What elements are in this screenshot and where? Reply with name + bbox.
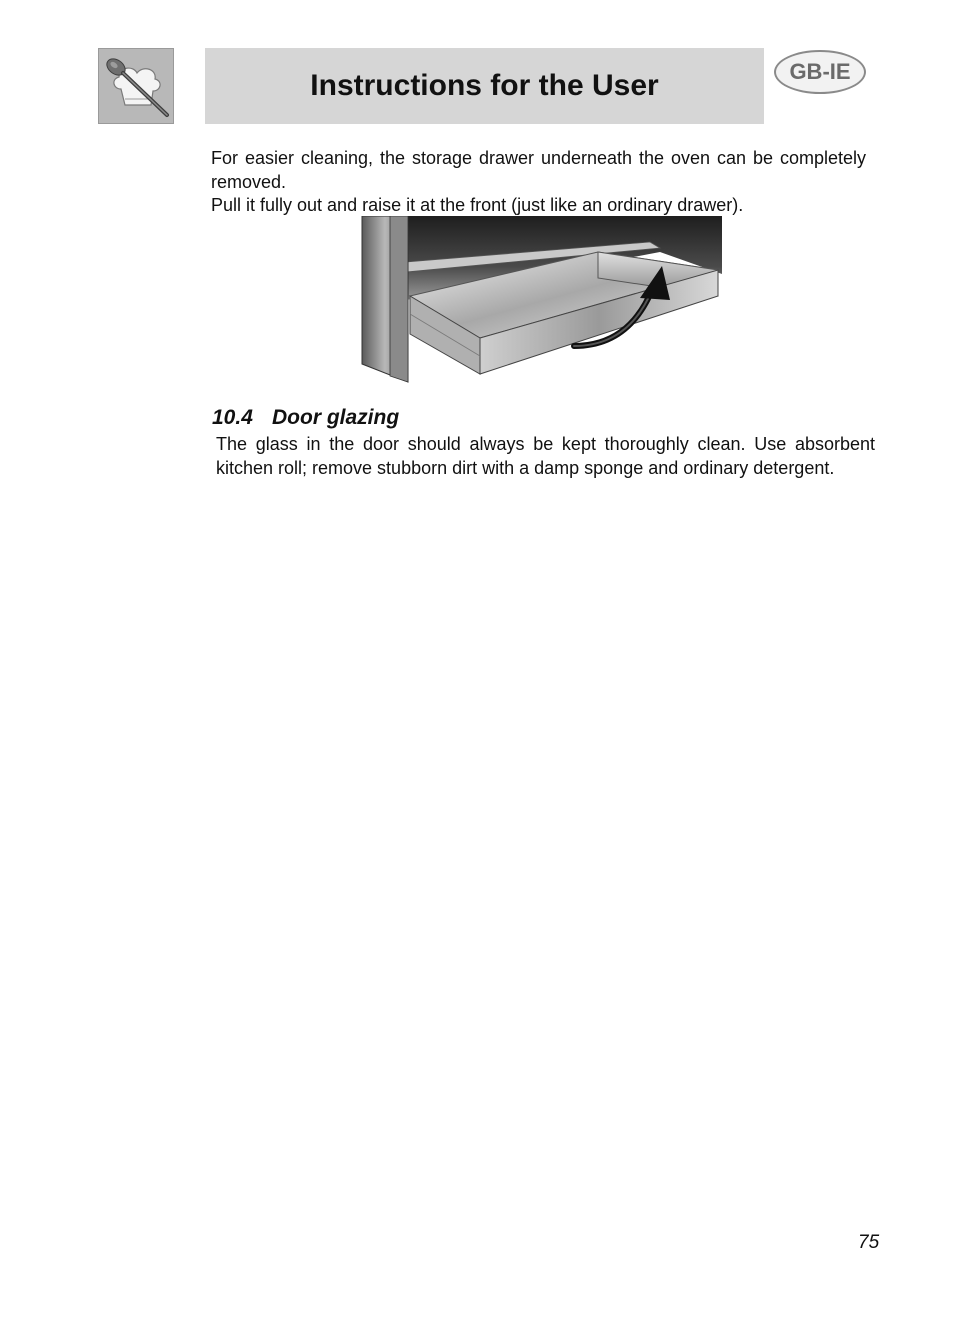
section-number: 10.4 xyxy=(212,406,253,429)
spoon-and-chef-hat-icon xyxy=(99,49,173,123)
intro-paragraph: For easier cleaning, the storage drawer underneath the oven can be completely removed. xyxy=(211,148,866,192)
drawer-illustration xyxy=(360,216,722,384)
section-body: The glass in the door should always be kept thoroughly clean. Use absorbent kitchen roll; remove stubborn dirt with a damp sponge and ordinary detergent. xyxy=(216,434,875,478)
region-badge: GB-IE xyxy=(774,50,866,94)
drawer-removal-illustration xyxy=(360,216,722,384)
header-title-bar xyxy=(205,48,764,124)
page-number: 75 xyxy=(858,1232,880,1253)
instruction-paragraph: Pull it fully out and raise it at the front (just like an ordinary drawer). xyxy=(211,195,744,215)
section-title: Door glazing xyxy=(272,406,400,429)
page-title: Instructions for the User xyxy=(310,69,659,102)
chef-logo xyxy=(98,48,174,124)
section-heading xyxy=(212,406,399,430)
